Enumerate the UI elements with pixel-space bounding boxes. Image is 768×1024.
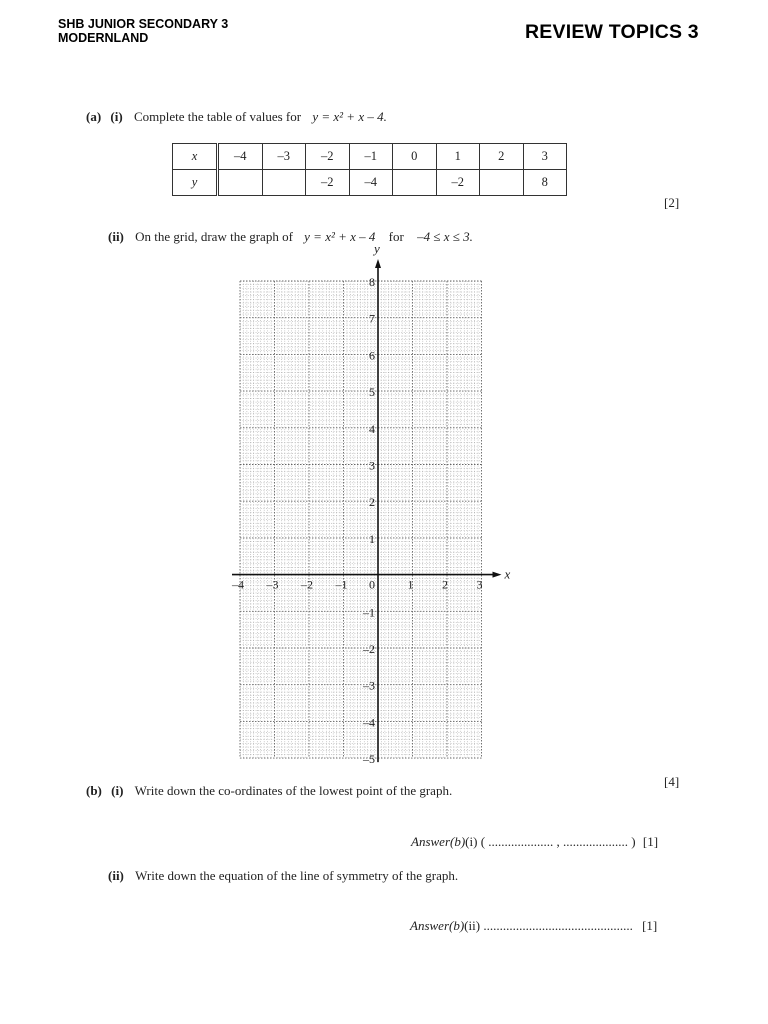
fine-grid-lines	[240, 281, 482, 758]
x-tick-label: 3	[476, 577, 483, 592]
answer-b-ii-suffix: (ii)	[464, 918, 481, 933]
answer-b-i-line[interactable]	[411, 834, 658, 850]
table-row-y	[173, 170, 567, 196]
answer-b-i-prefix: Answer(b)	[411, 834, 466, 849]
y-tick-label: 2	[369, 495, 375, 510]
y-cell-input[interactable]	[393, 170, 437, 196]
part-b-label: (b)	[86, 783, 102, 798]
y-tick-label: –2	[363, 642, 375, 656]
y-tick-label: 7	[369, 311, 375, 326]
x-header-cell: x	[173, 144, 218, 170]
marks-a-ii: [4]	[664, 774, 680, 789]
x-tick-label: –4	[232, 577, 244, 592]
table-of-values	[172, 143, 567, 196]
question-text-b-ii: Write down the equation of the line of symmetry of the graph.	[135, 868, 459, 883]
x-cell: 0	[393, 144, 437, 170]
question-text-b-i: Write down the co-ordinates of the lowest point of the graph.	[134, 783, 453, 798]
x-tick-label: –2	[301, 577, 313, 592]
marks-b-i: [1]	[642, 834, 659, 849]
y-cell: –2	[306, 170, 350, 196]
sub-ii-label: (ii)	[108, 868, 124, 883]
sub-ii-label: (ii)	[108, 229, 124, 244]
answer-b-ii-line[interactable]	[410, 918, 657, 934]
y-cell: –2	[436, 170, 480, 196]
y-tick-label: –3	[363, 678, 375, 693]
y-tick-label: –1	[363, 605, 375, 620]
question-b-ii	[108, 868, 458, 884]
part-a-label: (a)	[86, 109, 102, 124]
page-title: REVIEW TOPICS 3	[525, 21, 699, 43]
y-cell: 8	[523, 170, 567, 196]
answer-b-i-suffix: (i)	[465, 834, 478, 849]
marks-a-i: [2]	[664, 195, 680, 210]
x-cell: –3	[262, 144, 306, 170]
y-cell-input[interactable]	[262, 170, 306, 196]
unit-grid-lines	[240, 281, 482, 758]
for-word: for	[388, 229, 404, 244]
y-tick-label: 3	[369, 458, 375, 473]
school-name: SHB JUNIOR SECONDARY 3	[58, 17, 229, 31]
instruction-a-ii: On the grid, draw the graph of	[135, 229, 293, 244]
question-b-i	[86, 783, 452, 799]
answer-b-i-blank[interactable]: ( .................... , .................... )	[480, 834, 636, 849]
sub-i-label: (i)	[111, 783, 124, 798]
school-header	[58, 17, 228, 45]
y-axis-arrow	[375, 259, 381, 268]
equation-a-ii: y = x² + x – 4	[304, 229, 376, 244]
x-cell: 1	[436, 144, 480, 170]
x-tick-label: 0	[369, 577, 375, 592]
y-tick-label: –4	[363, 715, 375, 730]
marks-b-ii: [1]	[642, 918, 658, 933]
y-header-cell: y	[173, 170, 218, 196]
table-row-x	[173, 144, 567, 170]
answer-b-ii-prefix: Answer(b)	[410, 918, 465, 933]
range-a-ii: –4 ≤ x ≤ 3.	[417, 229, 473, 244]
school-location: MODERNLAND	[58, 31, 149, 45]
y-axis-label: y	[374, 246, 380, 256]
x-axis-arrow	[493, 572, 502, 578]
question-a-i	[86, 109, 387, 125]
y-cell: –4	[349, 170, 393, 196]
graph-grid[interactable]	[225, 246, 525, 766]
instruction-a-i: Complete the table of values for	[133, 109, 302, 124]
y-cell-input[interactable]	[480, 170, 524, 196]
y-tick-label: 1	[369, 531, 375, 546]
y-tick-label: 6	[369, 348, 375, 363]
x-cell: 3	[523, 144, 567, 170]
x-tick-label: 2	[442, 577, 448, 592]
x-cell: 2	[480, 144, 524, 170]
y-tick-label: 4	[369, 421, 375, 436]
answer-b-ii-blank[interactable]: ..............................................	[483, 918, 633, 933]
x-cell: –2	[306, 144, 350, 170]
x-tick-label: 1	[407, 577, 414, 592]
x-axis-label: x	[504, 566, 511, 582]
x-cell: –1	[349, 144, 393, 170]
x-cell: –4	[218, 144, 263, 170]
question-a-ii	[108, 229, 473, 245]
x-tick-label: –1	[335, 577, 348, 592]
equation-a-i: y = x² + x – 4.	[312, 109, 387, 124]
y-cell-input[interactable]	[218, 170, 263, 196]
y-tick-label: 5	[369, 385, 375, 400]
tick-labels	[231, 275, 483, 766]
x-tick-label: –3	[266, 577, 279, 592]
sub-i-label: (i)	[110, 109, 123, 124]
y-tick-label: –5	[363, 752, 375, 766]
y-tick-label: 8	[369, 275, 375, 289]
